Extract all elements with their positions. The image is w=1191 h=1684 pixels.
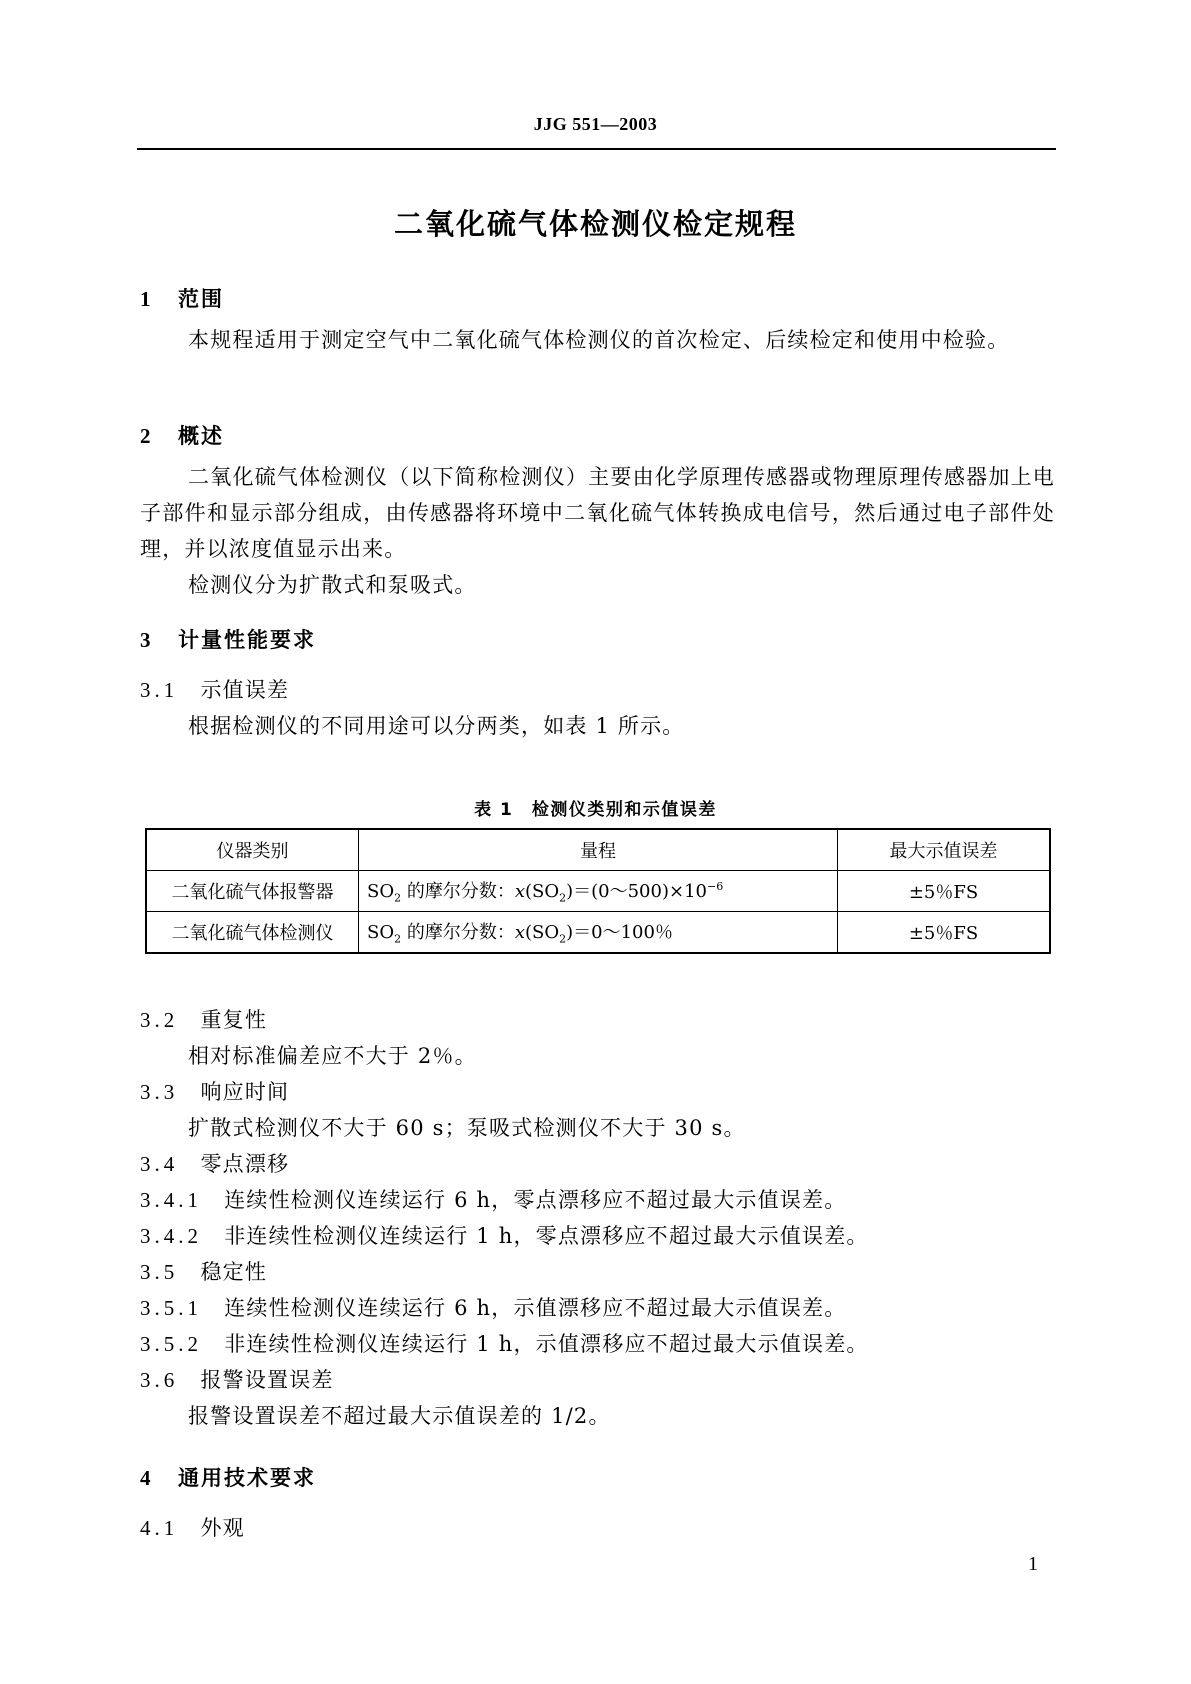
subsection-number: 3.1 [140, 678, 179, 702]
table-row [146, 871, 1050, 912]
table-cell-error: ±5％FS [838, 912, 1051, 954]
section-title: 通用技术要求 [178, 1466, 316, 1490]
table-header-row [146, 829, 1050, 871]
section-1-text: 本规程适用于测定空气中二氧化硫气体检测仪的首次检定、后续检定和使用中检验。 [188, 328, 1010, 352]
subsection-number: 3.4.1 [140, 1188, 202, 1212]
subsection-title: 响应时间 [200, 1080, 290, 1104]
subsection-number: 3.2 [140, 1008, 179, 1032]
subsection-3-1 [140, 674, 289, 704]
subsection-number: 4.1 [140, 1516, 179, 1540]
table-cell-type: 二氧化硫气体报警器 [146, 871, 359, 912]
spec-table [145, 828, 1051, 954]
table-cell-type: 二氧化硫气体检测仪 [146, 912, 359, 954]
subsection-number: 3.4.2 [140, 1224, 202, 1248]
subsection-number: 3.5.1 [140, 1296, 202, 1320]
subsection-title: 稳定性 [200, 1260, 268, 1284]
subsection-title: 零点漂移 [200, 1152, 290, 1176]
subsection-3-2 [140, 1004, 267, 1034]
subsection-3-6 [140, 1364, 334, 1394]
subsection-title: 示值误差 [200, 678, 290, 702]
subsection-text: 连续性检测仪连续运行 6 h，零点漂移应不超过最大示值误差。 [224, 1188, 847, 1212]
section-title: 概述 [178, 424, 224, 448]
section-1-heading [140, 283, 224, 313]
section-3-heading [140, 624, 316, 654]
subsection-3-5 [140, 1256, 267, 1286]
subsection-3-5-1 [140, 1292, 846, 1322]
table-header-cell: 最大示值误差 [838, 829, 1051, 871]
subsection-number: 3.5.2 [140, 1332, 202, 1356]
subsection-number: 3.4 [140, 1152, 179, 1176]
section-2-heading [140, 420, 224, 450]
subsection-text: 非连续性检测仪连续运行 1 h，示值漂移应不超过最大示值误差。 [224, 1332, 869, 1356]
table-cell-range: $SO_2$ 的摩尔分数：$x(SO_2)=(0\sim 500)\times 10^{-6}$ [359, 871, 838, 912]
subsection-3-1-text: 根据检测仪的不同用途可以分两类，如表 1 所示。 [188, 714, 685, 738]
section-2-text: 二氧化硫气体检测仪（以下简称检测仪）主要由化学原理传感器或物理原理传感器加上电子部件和显示部分组成，由传感器将环境中二氧化硫气体转换成电信号，然后通过电子部件处理，并以浓度值显示出来。 [140, 465, 1055, 561]
subsection-number: 3.3 [140, 1080, 179, 1104]
subsection-3-6-text: 报警设置误差不超过最大示值误差的 1/2。 [188, 1404, 611, 1428]
subsection-title: 重复性 [200, 1008, 268, 1032]
subsection-title: 报警设置误差 [200, 1368, 334, 1392]
subsection-3-2-text: 相对标准偏差应不大于 2％。 [188, 1044, 477, 1068]
page-title: 二氧化硫气体检测仪检定规程 [393, 207, 797, 241]
page-number: 1 [1028, 1553, 1038, 1575]
section-number: 1 [140, 287, 153, 311]
section-number: 2 [140, 424, 153, 448]
table-header-cell: 仪器类别 [146, 829, 359, 871]
section-4-heading [140, 1462, 316, 1492]
table-caption: 表 1 检测仪类别和示值误差 [474, 800, 717, 820]
subsection-3-3 [140, 1076, 289, 1106]
subsection-3-4-2 [140, 1220, 869, 1250]
subsection-4-1 [140, 1512, 245, 1542]
subsection-3-4-1 [140, 1184, 846, 1214]
subsection-number: 3.6 [140, 1368, 179, 1392]
subsection-text: 非连续性检测仪连续运行 1 h，零点漂移应不超过最大示值误差。 [224, 1224, 869, 1248]
subsection-3-4 [140, 1148, 289, 1178]
table-cell-range: $SO_2$ 的摩尔分数：$x(SO_2)=0\sim 100$％ [359, 912, 838, 954]
section-number: 4 [140, 1466, 153, 1490]
section-2-text-2: 检测仪分为扩散式和泵吸式。 [188, 573, 477, 597]
subsection-3-5-2 [140, 1328, 869, 1358]
table-row [146, 912, 1050, 954]
section-title: 计量性能要求 [178, 628, 316, 652]
section-title: 范围 [178, 287, 224, 311]
subsection-text: 连续性检测仪连续运行 6 h，示值漂移应不超过最大示值误差。 [224, 1296, 847, 1320]
header-rule [137, 148, 1056, 150]
subsection-title: 外观 [200, 1516, 245, 1540]
subsection-number: 3.5 [140, 1260, 179, 1284]
subsection-3-3-text: 扩散式检测仪不大于 60 s；泵吸式检测仪不大于 30 s。 [188, 1116, 746, 1140]
table-header-cell: 量程 [359, 829, 838, 871]
section-number: 3 [140, 628, 153, 652]
table-cell-error: ±5％FS [838, 871, 1051, 912]
document-code-header: JJG 551—2003 [533, 114, 658, 134]
